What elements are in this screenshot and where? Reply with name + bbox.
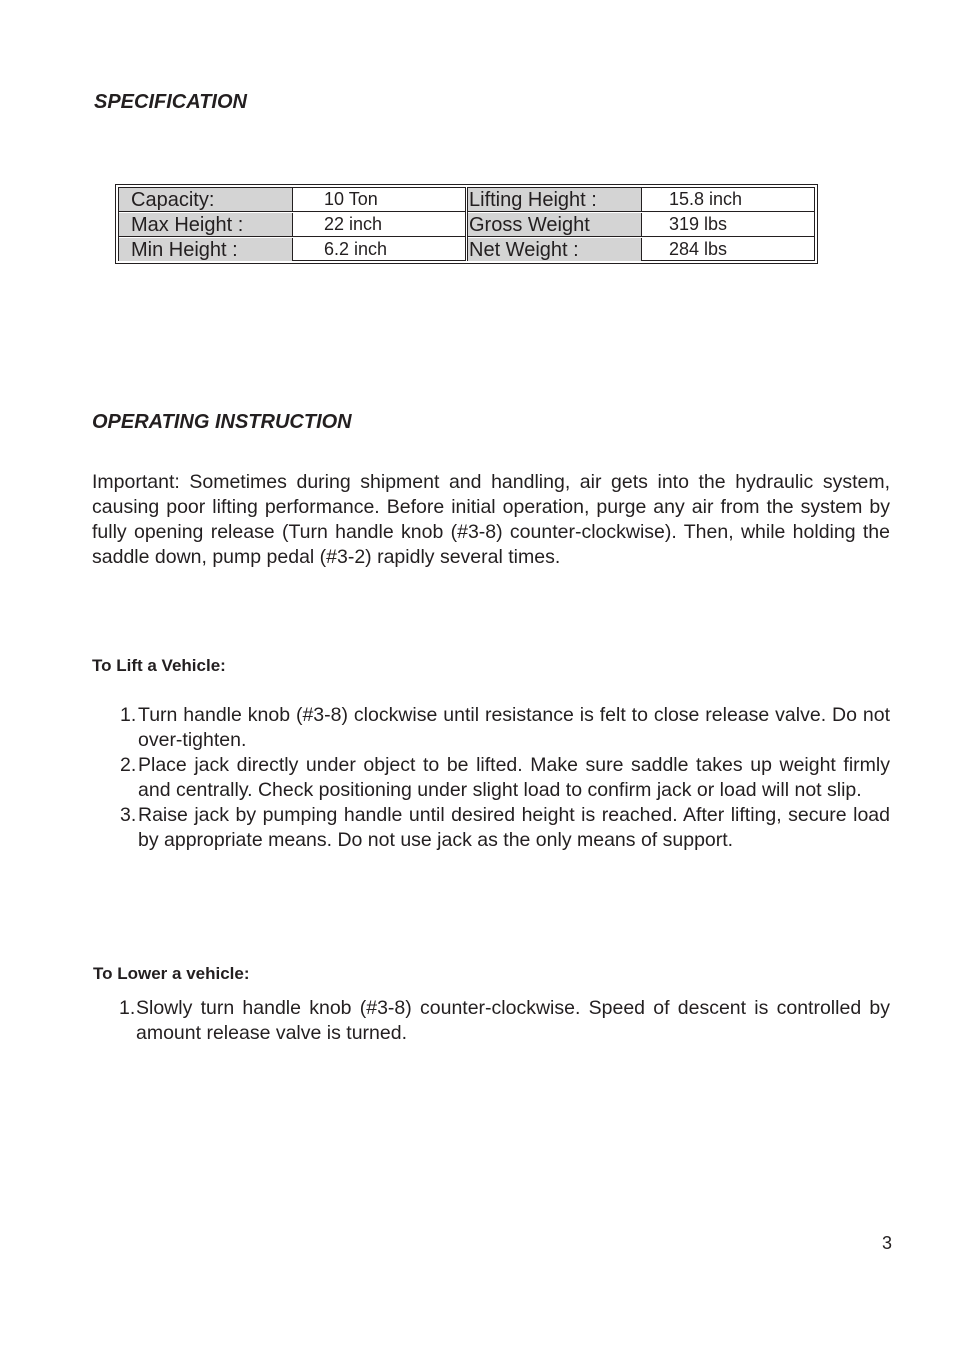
- spec-label: Lifting Height :: [468, 188, 642, 211]
- spec-label: Capacity:: [119, 188, 293, 211]
- spec-label: Gross Weight: [468, 213, 642, 236]
- list-item: [119, 996, 890, 1046]
- spec-value: 319 lbs: [669, 214, 728, 234]
- spec-row-lifting-height: [468, 188, 814, 212]
- step-number: 1.: [120, 704, 137, 726]
- list-item: [120, 803, 890, 853]
- step-number: 3.: [120, 804, 137, 826]
- spec-value: 10 Ton: [324, 189, 378, 209]
- spec-label: Min Height :: [119, 238, 293, 261]
- page-number: 3: [882, 1233, 893, 1253]
- specification-table-right: [467, 187, 815, 261]
- specification-title: SPECIFICATION: [94, 91, 247, 113]
- spec-label: Net Weight :: [468, 238, 642, 261]
- spec-row-min-height: [119, 238, 465, 261]
- specification-table-left: [118, 187, 466, 261]
- step-text: Raise jack by pumping handle until desired height is reached. After lifting, secure load by appropriate means. Do not use jack as the only means of support.: [138, 804, 890, 851]
- step-text: Turn handle knob (#3-8) clockwise until resistance is felt to close release valve. Do not over-tighten.: [138, 704, 890, 751]
- step-text: Slowly turn handle knob (#3-8) counter-clockwise. Speed of descent is controlled by amount release valve is turned.: [136, 997, 890, 1044]
- lower-steps-list: [119, 996, 890, 1046]
- list-item: [120, 703, 890, 753]
- step-text: Place jack directly under object to be lifted. Make sure saddle takes up weight firmly and centrally. Check positioning under slight load to confirm jack or load will not slip.: [138, 754, 890, 801]
- spec-value: 22 inch: [324, 214, 383, 234]
- operating-instruction-title: OPERATING INSTRUCTION: [92, 411, 352, 433]
- spec-row-capacity: [119, 188, 465, 212]
- list-item: [120, 753, 890, 803]
- lift-vehicle-title: To Lift a Vehicle:: [92, 656, 226, 675]
- spec-row-gross-weight: [468, 213, 814, 237]
- step-number: 2.: [120, 754, 137, 776]
- specification-table: [115, 184, 818, 264]
- spec-value: 15.8 inch: [669, 189, 743, 209]
- spec-value: 6.2 inch: [324, 239, 388, 259]
- spec-row-net-weight: [468, 238, 814, 261]
- step-number: 1.: [119, 997, 136, 1019]
- spec-row-max-height: [119, 213, 465, 237]
- important-notice: Important: Sometimes during shipment and handling, air gets into the hydraulic system, causing poor lifting performance. Before initial operation, purge any air from the system by fully opening release (Turn handle knob (#3-8) counter-clockwise). Then, while holding the saddle down, pump pedal (#3-2) rapidly several times.: [92, 471, 890, 568]
- spec-label: Max Height :: [119, 213, 293, 236]
- spec-value: 284 lbs: [669, 239, 728, 259]
- lift-steps-list: [120, 703, 890, 853]
- lower-vehicle-title: To Lower a vehicle:: [93, 964, 250, 983]
